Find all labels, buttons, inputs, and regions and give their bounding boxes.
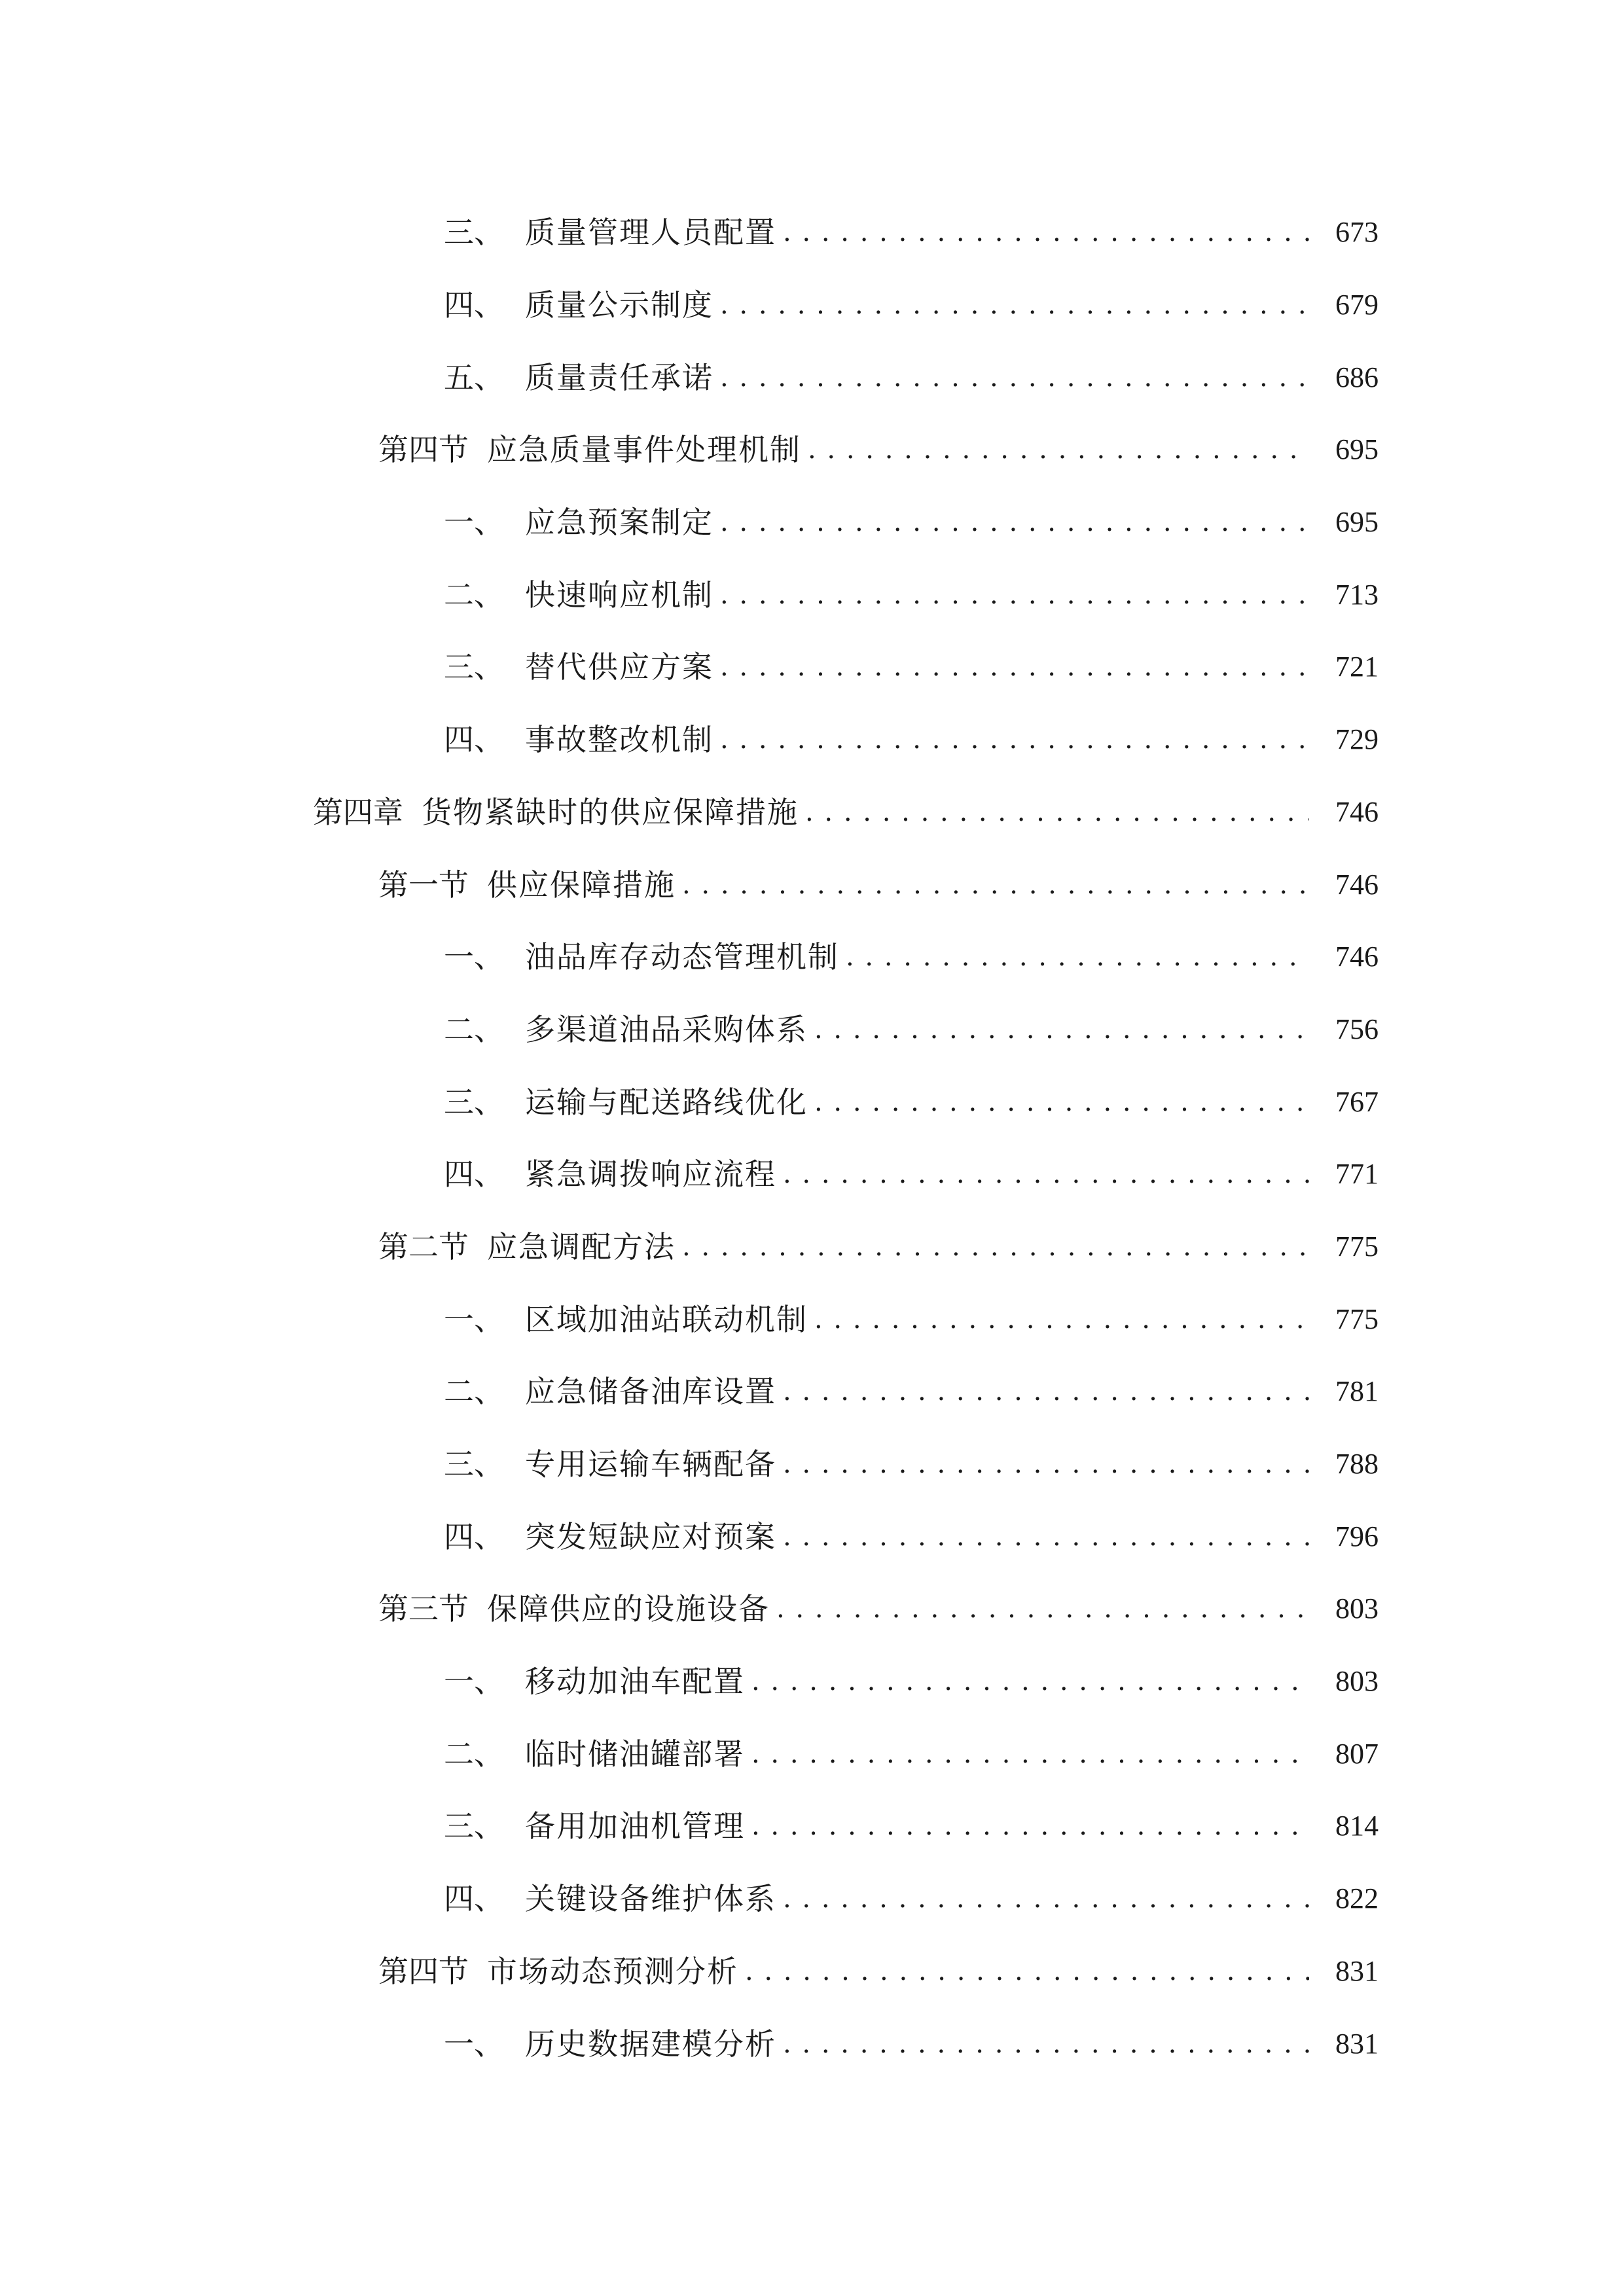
toc-entry-page: 746: [1335, 795, 1379, 828]
dot-leader: [808, 437, 1309, 463]
toc-entry-page: 803: [1335, 1665, 1379, 1698]
toc-entry-number: 四、: [444, 722, 504, 758]
toc-entry-page: 775: [1335, 1230, 1379, 1263]
dot-leader: [783, 1161, 1309, 1187]
toc-entry-title: 货物紧缺时的供应保障措施: [422, 794, 799, 830]
toc-entry-page: 695: [1335, 506, 1379, 539]
toc-entry-page: 686: [1335, 361, 1379, 393]
toc-entry-page: 775: [1335, 1302, 1379, 1335]
toc-entry-title: 关键设备维护体系: [525, 1881, 776, 1917]
dot-leader: [783, 1886, 1309, 1912]
toc-entry[interactable]: [0, 196, 1624, 269]
dot-leader: [720, 582, 1309, 608]
toc-entry[interactable]: [0, 1935, 1624, 2008]
toc-entry-title: 替代供应方案: [525, 649, 713, 685]
toc-entry-title: 应急储备油库设置: [525, 1374, 776, 1410]
dot-leader: [751, 1668, 1309, 1695]
dot-leader: [720, 726, 1309, 753]
table-of-contents: [0, 196, 1624, 2080]
toc-entry-title: 应急调配方法: [487, 1229, 676, 1265]
dot-leader: [682, 1234, 1309, 1260]
toc-entry-page: 822: [1335, 1882, 1379, 1915]
toc-entry-page: 814: [1335, 1810, 1379, 1842]
dot-leader: [720, 365, 1309, 391]
toc-entry-number: 一、: [444, 2026, 504, 2062]
toc-entry-number: 四、: [444, 1518, 504, 1554]
toc-entry-page: 746: [1335, 868, 1379, 901]
toc-entry-title: 质量责任承诺: [525, 359, 713, 395]
toc-entry-number: 三、: [444, 1446, 504, 1482]
dot-leader: [783, 219, 1309, 245]
toc-entry-title: 多渠道油品采购体系: [525, 1011, 808, 1047]
toc-entry-title: 应急质量事件处理机制: [487, 432, 801, 468]
toc-entry-page: 803: [1335, 1592, 1379, 1625]
toc-entry-page: 796: [1335, 1520, 1379, 1552]
toc-entry-page: 679: [1335, 289, 1379, 321]
toc-entry-number: 二、: [444, 1011, 504, 1047]
toc-entry-title: 市场动态预测分析: [487, 1953, 738, 1989]
toc-entry-page: 807: [1335, 1737, 1379, 1770]
toc-entry-number: 第二节: [378, 1229, 469, 1265]
dot-leader: [814, 1016, 1309, 1043]
toc-entry-page: 767: [1335, 1085, 1379, 1118]
toc-entry-page: 729: [1335, 723, 1379, 756]
toc-entry-title: 临时储油罐部署: [525, 1736, 745, 1772]
toc-entry-number: 第一节: [378, 867, 469, 903]
dot-leader: [783, 1451, 1309, 1477]
toc-entry[interactable]: [0, 486, 1624, 559]
toc-entry[interactable]: [0, 1645, 1624, 1718]
toc-entry-page: 695: [1335, 433, 1379, 466]
toc-entry[interactable]: [0, 1717, 1624, 1790]
dot-leader: [720, 654, 1309, 680]
toc-entry[interactable]: [0, 1573, 1624, 1645]
dot-leader: [751, 1813, 1309, 1839]
toc-entry-page: 746: [1335, 941, 1379, 973]
toc-entry-title: 油品库存动态管理机制: [525, 939, 839, 975]
toc-entry[interactable]: [0, 1863, 1624, 1935]
dot-leader: [814, 1089, 1309, 1115]
toc-entry-page: 771: [1335, 1158, 1379, 1191]
toc-entry-number: 第三节: [378, 1591, 469, 1627]
dot-leader: [814, 1306, 1309, 1333]
toc-entry-number: 第四节: [378, 432, 469, 468]
toc-entry-number: 第四节: [378, 1953, 469, 1989]
toc-entry-number: 一、: [444, 1301, 504, 1337]
toc-entry-number: 三、: [444, 1808, 504, 1844]
toc-entry-number: 三、: [444, 1084, 504, 1120]
toc-entry-page: 713: [1335, 578, 1379, 611]
toc-entry[interactable]: [0, 414, 1624, 486]
toc-entry-title: 供应保障措施: [487, 867, 676, 903]
dot-leader: [720, 509, 1309, 535]
toc-entry[interactable]: [0, 269, 1624, 342]
dot-leader: [720, 292, 1309, 318]
toc-entry-title: 保障供应的设施设备: [487, 1591, 770, 1627]
toc-entry[interactable]: [0, 1066, 1624, 1138]
toc-entry[interactable]: [0, 1500, 1624, 1573]
toc-entry[interactable]: [0, 776, 1624, 849]
dot-leader: [783, 1524, 1309, 1550]
dot-leader: [846, 944, 1309, 970]
dot-leader: [783, 2031, 1309, 2057]
dot-leader: [682, 872, 1309, 898]
dot-leader: [805, 799, 1309, 825]
toc-entry-page: 831: [1335, 1954, 1379, 1987]
toc-entry-title: 应急预案制定: [525, 505, 713, 541]
dot-leader: [776, 1596, 1309, 1622]
toc-entry-title: 备用加油机管理: [525, 1808, 745, 1844]
toc-entry-number: 二、: [444, 1374, 504, 1410]
toc-entry-title: 专用运输车辆配备: [525, 1446, 776, 1482]
dot-leader: [783, 1378, 1309, 1405]
toc-entry[interactable]: [0, 921, 1624, 994]
toc-entry-number: 一、: [444, 1664, 504, 1700]
toc-entry-title: 突发短缺应对预案: [525, 1518, 776, 1554]
toc-entry[interactable]: [0, 558, 1624, 631]
toc-entry-number: 四、: [444, 287, 504, 323]
toc-entry[interactable]: [0, 1138, 1624, 1211]
toc-entry[interactable]: [0, 1790, 1624, 1863]
toc-entry-number: 五、: [444, 359, 504, 395]
toc-entry-number: 三、: [444, 649, 504, 685]
toc-entry-page: 831: [1335, 2027, 1379, 2060]
toc-entry-number: 一、: [444, 505, 504, 541]
toc-entry-page: 781: [1335, 1375, 1379, 1408]
toc-entry[interactable]: [0, 2007, 1624, 2080]
toc-entry-number: 一、: [444, 939, 504, 975]
toc-entry-title: 快速响应机制: [525, 577, 713, 613]
toc-entry[interactable]: [0, 631, 1624, 704]
toc-entry-title: 质量管理人员配置: [525, 215, 776, 251]
toc-entry[interactable]: [0, 1355, 1624, 1428]
toc-entry-number: 第四章: [313, 794, 403, 830]
toc-entry[interactable]: [0, 704, 1624, 776]
toc-entry[interactable]: [0, 994, 1624, 1066]
toc-entry-title: 区域加油站联动机制: [525, 1301, 808, 1337]
toc-entry[interactable]: [0, 1428, 1624, 1501]
toc-entry-page: 756: [1335, 1013, 1379, 1045]
toc-entry-page: 721: [1335, 651, 1379, 683]
toc-entry-number: 四、: [444, 1157, 504, 1193]
toc-entry-title: 紧急调拨响应流程: [525, 1157, 776, 1193]
toc-entry[interactable]: [0, 341, 1624, 414]
toc-entry[interactable]: [0, 848, 1624, 921]
toc-entry-number: 三、: [444, 215, 504, 251]
dot-leader: [751, 1741, 1309, 1767]
toc-entry-title: 质量公示制度: [525, 287, 713, 323]
dot-leader: [745, 1958, 1309, 1984]
toc-entry[interactable]: [0, 1283, 1624, 1355]
toc-entry-number: 四、: [444, 1881, 504, 1917]
toc-entry-title: 事故整改机制: [525, 722, 713, 758]
toc-entry[interactable]: [0, 1211, 1624, 1283]
toc-entry-title: 移动加油车配置: [525, 1664, 745, 1700]
toc-entry-page: 673: [1335, 216, 1379, 249]
toc-entry-number: 二、: [444, 1736, 504, 1772]
toc-entry-number: 二、: [444, 577, 504, 613]
toc-entry-title: 运输与配送路线优化: [525, 1084, 808, 1120]
toc-entry-page: 788: [1335, 1448, 1379, 1480]
toc-entry-title: 历史数据建模分析: [525, 2026, 776, 2062]
